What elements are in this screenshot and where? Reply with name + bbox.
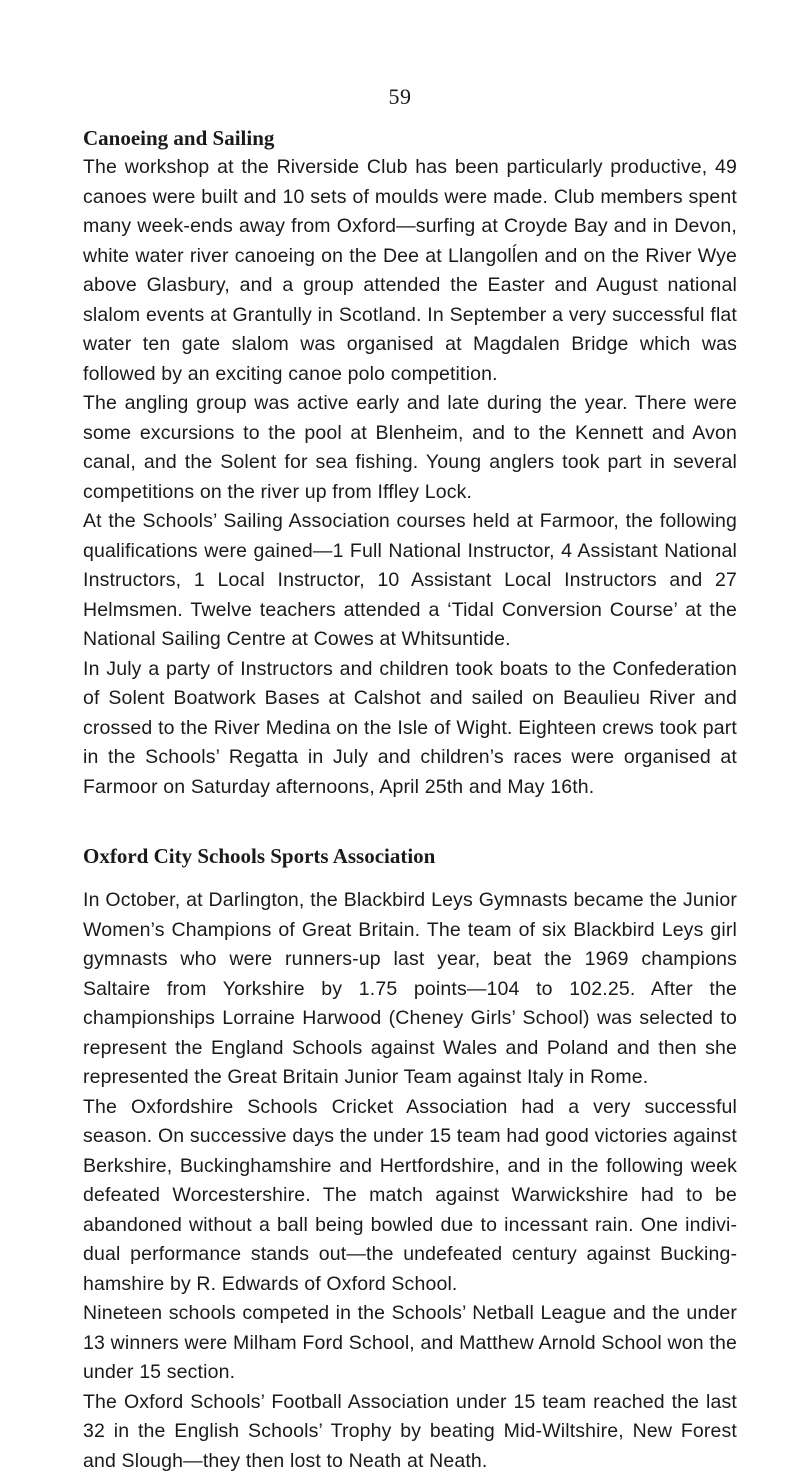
page-number: 59 — [0, 84, 800, 110]
paragraph: In July a party of Instructors and children took boats to the Confederation of Solent Boatwork Bases at Calshot and sailed on Beaulieu River and crossed to the River Medina on the Isle of Wight. Eighteen crews took part in the Schools’ Regatta in July and children’s races were organised at Farmoor on Saturday afternoons, April 25th and May 16th. — [83, 655, 737, 803]
paragraph: The Oxfordshire Schools Cricket Association had a very successful season. On successive days the under 15 team had good victories against Berkshire, Buckinghamshire and Hertfordshire, and in the following week defeated Worcestershire. The match against Warwickshire had to be abandoned without a ball being bowled due to incessant rain. One individual performance stands out—the undefeated century against Buckinghamshire by R. Edwards of Oxford School. — [83, 1093, 737, 1300]
document-body — [83, 124, 737, 1476]
paragraph: The workshop at the Riverside Club has been particularly productive, 49 canoes were built and 10 sets of moulds were made. Club members spent many week-ends away from Oxford—surfing at Croyde Bay and in Devon, white water river canoeing on the Dee at Llangolĺen and on the River Wye above Glasbury, and a group attended the Easter and August national slalom events at Grantully in Scotland. In September a very successful flat water ten gate slalom was organised at Magdalen Bridge which was followed by an exciting canoe polo competition. — [83, 153, 737, 389]
section-heading: Oxford City Schools Sports Association — [83, 842, 737, 871]
section-heading: Canoeing and Sailing — [83, 124, 737, 153]
section-oxford-city-schools-sports-association — [83, 842, 737, 1476]
paragraph: The Oxford Schools’ Football Association under 15 team reached the last 32 in the English Schools’ Trophy by beating Mid-Wiltshire, New Forest and Slough—they then lost to Neath at Neath. — [83, 1388, 737, 1476]
paragraph: At the Schools’ Sailing Association courses held at Farmoor, the following qualifications were gained—1 Full National Instructor, 4 Assistant National Instructors, 1 Local Instructor, 10 Assistant Local Instructors and 27 Helmsmen. Twelve teachers attended a ‘Tidal Conversion Course’ at the National Sailing Centre at Cowes at Whitsuntide. — [83, 507, 737, 655]
paragraph: The angling group was active early and late during the year. There were some excursions to the pool at Blenheim, and to the Kennett and Avon canal, and the Solent for sea fishing. Young anglers took part in several competitions on the river up from Iffley Lock. — [83, 389, 737, 507]
paragraph: Nineteen schools competed in the Schools’ Netball League and the under 13 winners were Milham Ford School, and Matthew Arnold School won the under 15 section. — [83, 1299, 737, 1388]
paragraph: In October, at Darlington, the Blackbird Leys Gymnasts became the Junior Women’s Champions of Great Britain. The team of six Blackbird Leys girl gymnasts who were runners-up last year, beat the 1969 champions Saltaire from Yorkshire by 1.75 points—104 to 102.25. After the championships Lorraine Harwood (Cheney Girls’ School) was selected to represent the England Schools against Wales and Poland and then she represented the Great Britain Junior Team against Italy in Rome. — [83, 886, 737, 1093]
section-canoeing-and-sailing — [83, 124, 737, 802]
